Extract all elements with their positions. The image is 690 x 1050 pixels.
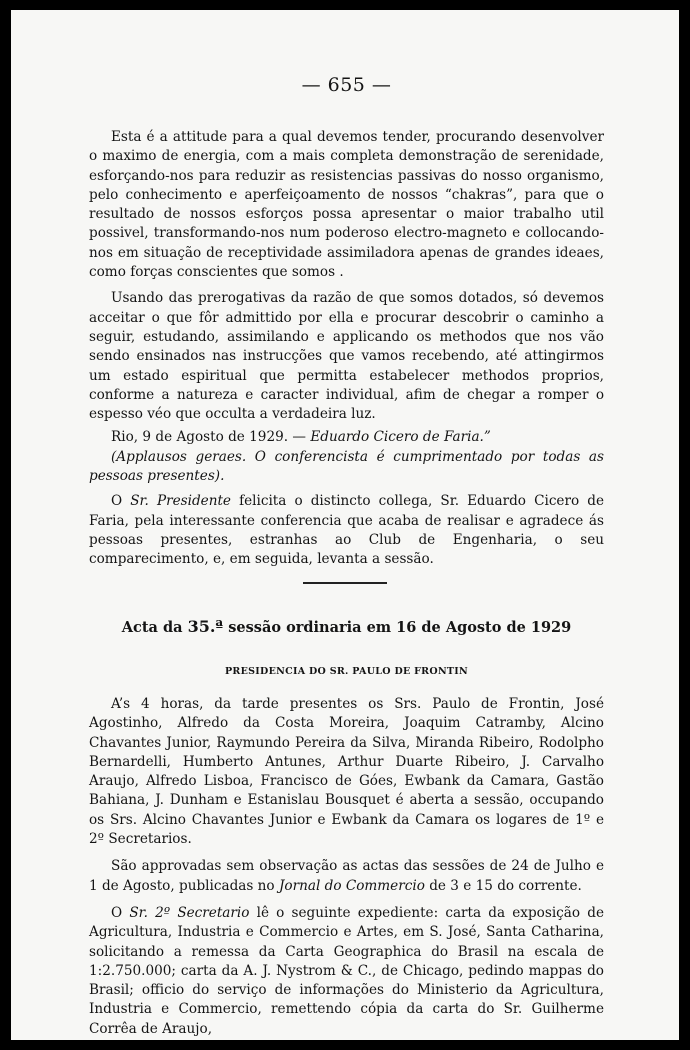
presidency-subheading: PRESIDENCIA DO SR. PAULO DE FRONTIN — [224, 666, 469, 677]
minutes-heading — [89, 617, 604, 636]
paragraph-approvals — [89, 857, 604, 896]
president-title: Sr. Presidente — [130, 493, 231, 510]
minutes-body — [89, 695, 604, 1039]
session-number: 35.ª — [187, 617, 224, 636]
lecture-conclusion — [89, 128, 604, 570]
paragraph-prerogatives: Usando das prerogativas da razão de que somos dotados, só devemos acceitar o que fôr admittido por ella e procurar descobrir o caminho a seguir, estudando, assimilando e applicando os methodos que nos vão sendo ensinados nas instrucções que vamos recebendo, até attingirmos um estado espiritual que permitta estabelecer methodos proprios, conforme a natureza e caracter individual, afim de chegar a romper o espesso véo que occulta a verdadeira luz. — [89, 290, 604, 423]
paragraph-attitude: Esta é a attitude para a qual devemos tender, procurando desenvolver o maximo de energia, com a mais completa demonstração de serenidade, esforçando-nos para reduzir as resistencias passivas do nosso organismo, pelo conhecimento e aperfeiçoamento de nossos “chakras”, para que o resultado de nossos esforços possa apresentar o maior trabalho util possivel, transformando-nos num poderoso electro-magneto e collocando-nos em situação de receptividade assimiladora apenas de grandes ideaes, como forças conscientes que somos . — [89, 129, 604, 281]
signature-place-date: Rio, 9 de Agosto de 1929. — — [111, 429, 311, 446]
applause-note: (Applausos geraes. O conferencista é cumprimentado por todas as pessoas presentes). — [89, 448, 604, 485]
approvals-text-b: de 3 e 15 do corrente. — [424, 877, 582, 894]
section-divider — [303, 582, 387, 584]
paragraph-president-thanks — [89, 492, 604, 569]
scanned-page — [11, 10, 679, 1040]
president-rest: felicita o distincto collega, Sr. Eduardo Cicero de Faria, pela interessante conferencia que acaba de realisar e agradece ás pessoas presentes, estranhas ao Club de Engenharia, o seu comparecimento, e, em seguida, levanta a sessão. — [89, 493, 604, 568]
secretary-lead: O — [111, 904, 130, 921]
president-lead: O — [111, 493, 131, 510]
heading-prefix: Acta da — [121, 619, 188, 636]
paragraph-correspondence — [89, 904, 604, 1039]
page-number: — 655 — — [301, 74, 392, 96]
heading-suffix: sessão ordinaria em 16 de Agosto de 1929 — [223, 619, 572, 636]
signature-author: Eduardo Cicero de Faria.” — [310, 429, 491, 446]
approvals-text-a: São approvadas sem observação as actas das sessões de 24 de Julho e 1 de Agosto, publicadas no — [89, 858, 604, 894]
paragraph-attendance: A’s 4 horas, da tarde presentes os Srs. Paulo de Frontin, José Agostinho, Alfredo da Costa Moreira, Joaquim Catramby, Alcino Chavantes Junior, Raymundo Pereira da Silva, Miranda Ribeiro, Rodolpho Bernardelli, Humberto Antunes, Arthur Duarte Ribeiro, J. Carvalho Araujo, Alfredo Lisboa, Francisco de Góes, Ewbank da Camara, Gastão Bahiana, J. Dunham e Estanislau Bousquet é aberta a sessão, occupando os Srs. Alcino Chavantes Junior e Ewbank da Camara os logares de 1º e 2º Secretarios. — [89, 696, 604, 848]
correspondence-rest: lê o seguinte expediente: carta da exposição de Agricultura, Industria e Commercio e Artes, em S. José, Santa Catharina, solicitando a remessa da Carta Geographica do Brasil na escala de 1:2.750.000; carta da A. J. Nystrom & C., de Chicago, pedindo mappas do Brasil; officio do serviço de informações do Ministerio da Agricultura, Industria e Commercio, remettendo cópia da carta do Sr. Guilherme Corrêa de Araujo, — [89, 904, 604, 1037]
signature-line — [89, 428, 604, 447]
journal-name: Jornal do Commercio — [278, 877, 425, 894]
secretary-title: Sr. 2º Secretario — [129, 904, 250, 921]
